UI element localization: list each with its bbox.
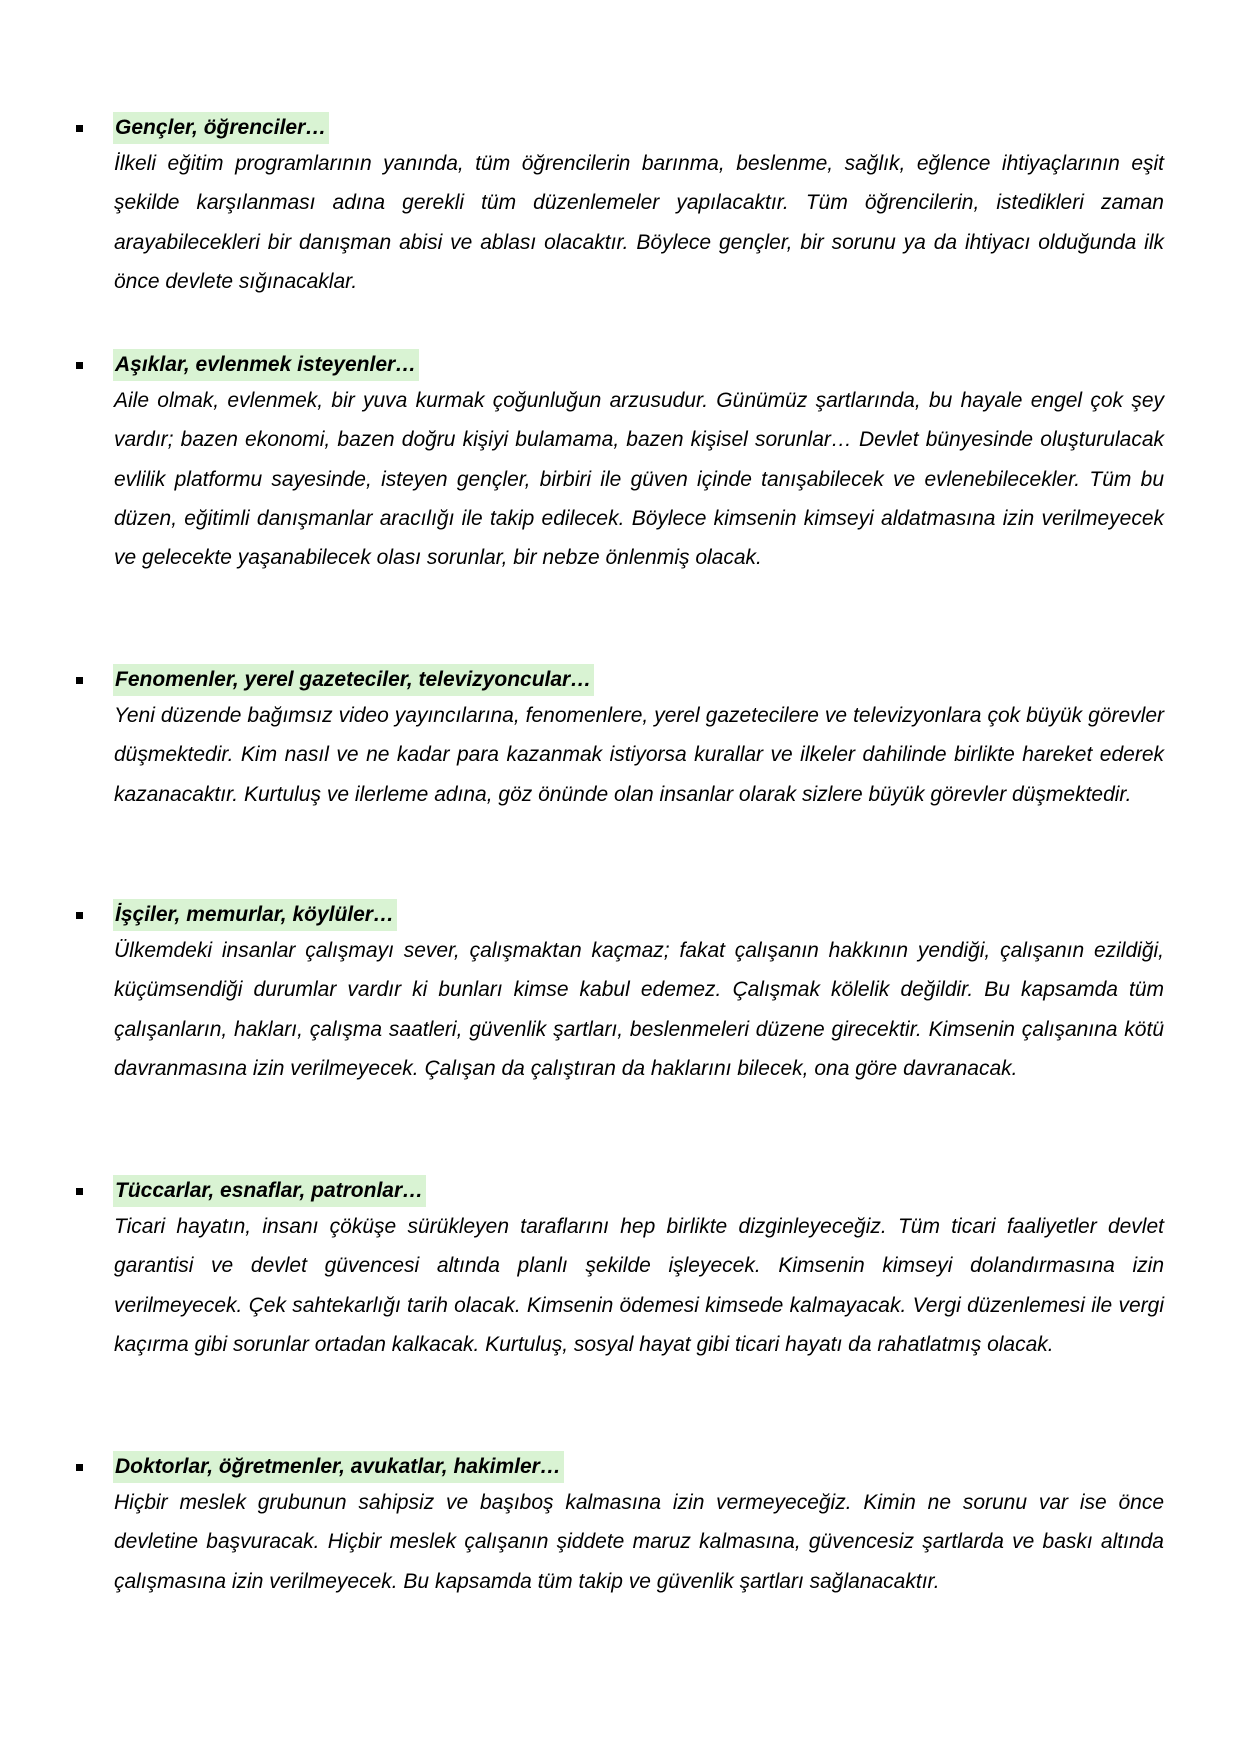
section-heading: Tüccarlar, esnaflar, patronlar…	[113, 1175, 426, 1207]
section-body: İlkeli eğitim programlarının yanında, tüm öğrencilerin barınma, beslenme, sağlık, eğlence ihtiyaçlarının eşit şekilde karşılanması adına gerekli tüm düzenlemeler yapılacaktır. Tüm öğrencilerin, istedikleri zaman arayabilecekleri bir danışman abisi ve ablası olacaktır. Böylece gençler, bir sorunu ya da ihtiyacı olduğunda ilk önce devlete sığınacaklar.	[114, 152, 1164, 293]
bullet-square-icon	[76, 125, 83, 132]
section-body: Ülkemdeki insanlar çalışmayı sever, çalışmaktan kaçmaz; fakat çalışanın hakkının yendiği, çalışanın ezildiği, küçümsendiği durumlar vardır ki bunları kimse kabul edemez. Çalışmak kölelik değildir. Bu kapsamda tüm çalışanların, hakları, çalışma saatleri, güvenlik şartları, beslenmeleri düzene girecektir. Kimsenin çalışanına kötü davranmasına izin verilmeyecek. Çalışan da çalıştıran da haklarını bilecek, ona göre davranacak.	[114, 939, 1164, 1080]
section-heading: İşçiler, memurlar, köylüler…	[113, 899, 397, 931]
section-body: Yeni düzende bağımsız video yayıncılarına, fenomenlere, yerel gazetecilere ve televizyonlara çok büyük görevler düşmektedir. Kim nasıl ve ne kadar para kazanmak istiyorsa kurallar ve ilkeler dahilinde birlikte hareket ederek kazanacaktır. Kurtuluş ve ilerleme adına, göz önünde olan insanlar olarak sizlere büyük görevler düşmektedir.	[114, 704, 1164, 806]
bullet-square-icon	[76, 362, 83, 369]
section-heading: Doktorlar, öğretmenler, avukatlar, hakimler…	[113, 1451, 564, 1483]
section-heading: Gençler, öğrenciler…	[113, 112, 329, 144]
bullet-square-icon	[76, 677, 83, 684]
section-heading: Fenomenler, yerel gazeteciler, televizyoncular…	[113, 664, 594, 696]
section-body: Aile olmak, evlenmek, bir yuva kurmak çoğunluğun arzusudur. Günümüz şartlarında, bu hayale engel çok şey vardır; bazen ekonomi, bazen doğru kişiyi bulamama, bazen kişisel sorunlar… Devlet bünyesinde oluşturulacak evlilik platformu sayesinde, isteyen gençler, birbiri ile güven içinde tanışabilecek ve evlenebilecekler. Tüm bu düzen, eğitimli danışmanlar aracılığı ile takip edilecek. Böylece kimsenin kimseyi aldatmasına izin verilmeyecek ve gelecekte yaşanabilecek olası sorunlar, bir nebze önlenmiş olacak.	[114, 389, 1164, 570]
section-body: Ticari hayatın, insanı çöküşe sürükleyen taraflarını hep birlikte dizginleyeceğiz. Tüm ticari faaliyetler devlet garantisi ve devlet güvencesi altında planlı şekilde işleyecek. Kimsenin kimseyi dolandırmasına izin verilmeyecek. Çek sahtekarlığı tarih olacak. Kimsenin ödemesi kimsede kalmayacak. Vergi düzenlemesi ile vergi kaçırma gibi sorunlar ortadan kalkacak. Kurtuluş, sosyal hayat gibi ticari hayatı da rahatlatmış olacak.	[114, 1215, 1164, 1356]
bullet-square-icon	[76, 1188, 83, 1195]
section-heading: Aşıklar, evlenmek isteyenler…	[113, 349, 419, 381]
bullet-square-icon	[76, 1464, 83, 1471]
section-body: Hiçbir meslek grubunun sahipsiz ve başıboş kalmasına izin vermeyeceğiz. Kimin ne sorunu var ise önce devletine başvuracak. Hiçbir meslek çalışanın şiddete maruz kalmasına, güvencesiz şartlarda ve baskı altında çalışmasına izin verilmeyecek. Bu kapsamda tüm takip ve güvenlik şartları sağlanacaktır.	[114, 1491, 1164, 1593]
bullet-square-icon	[76, 912, 83, 919]
